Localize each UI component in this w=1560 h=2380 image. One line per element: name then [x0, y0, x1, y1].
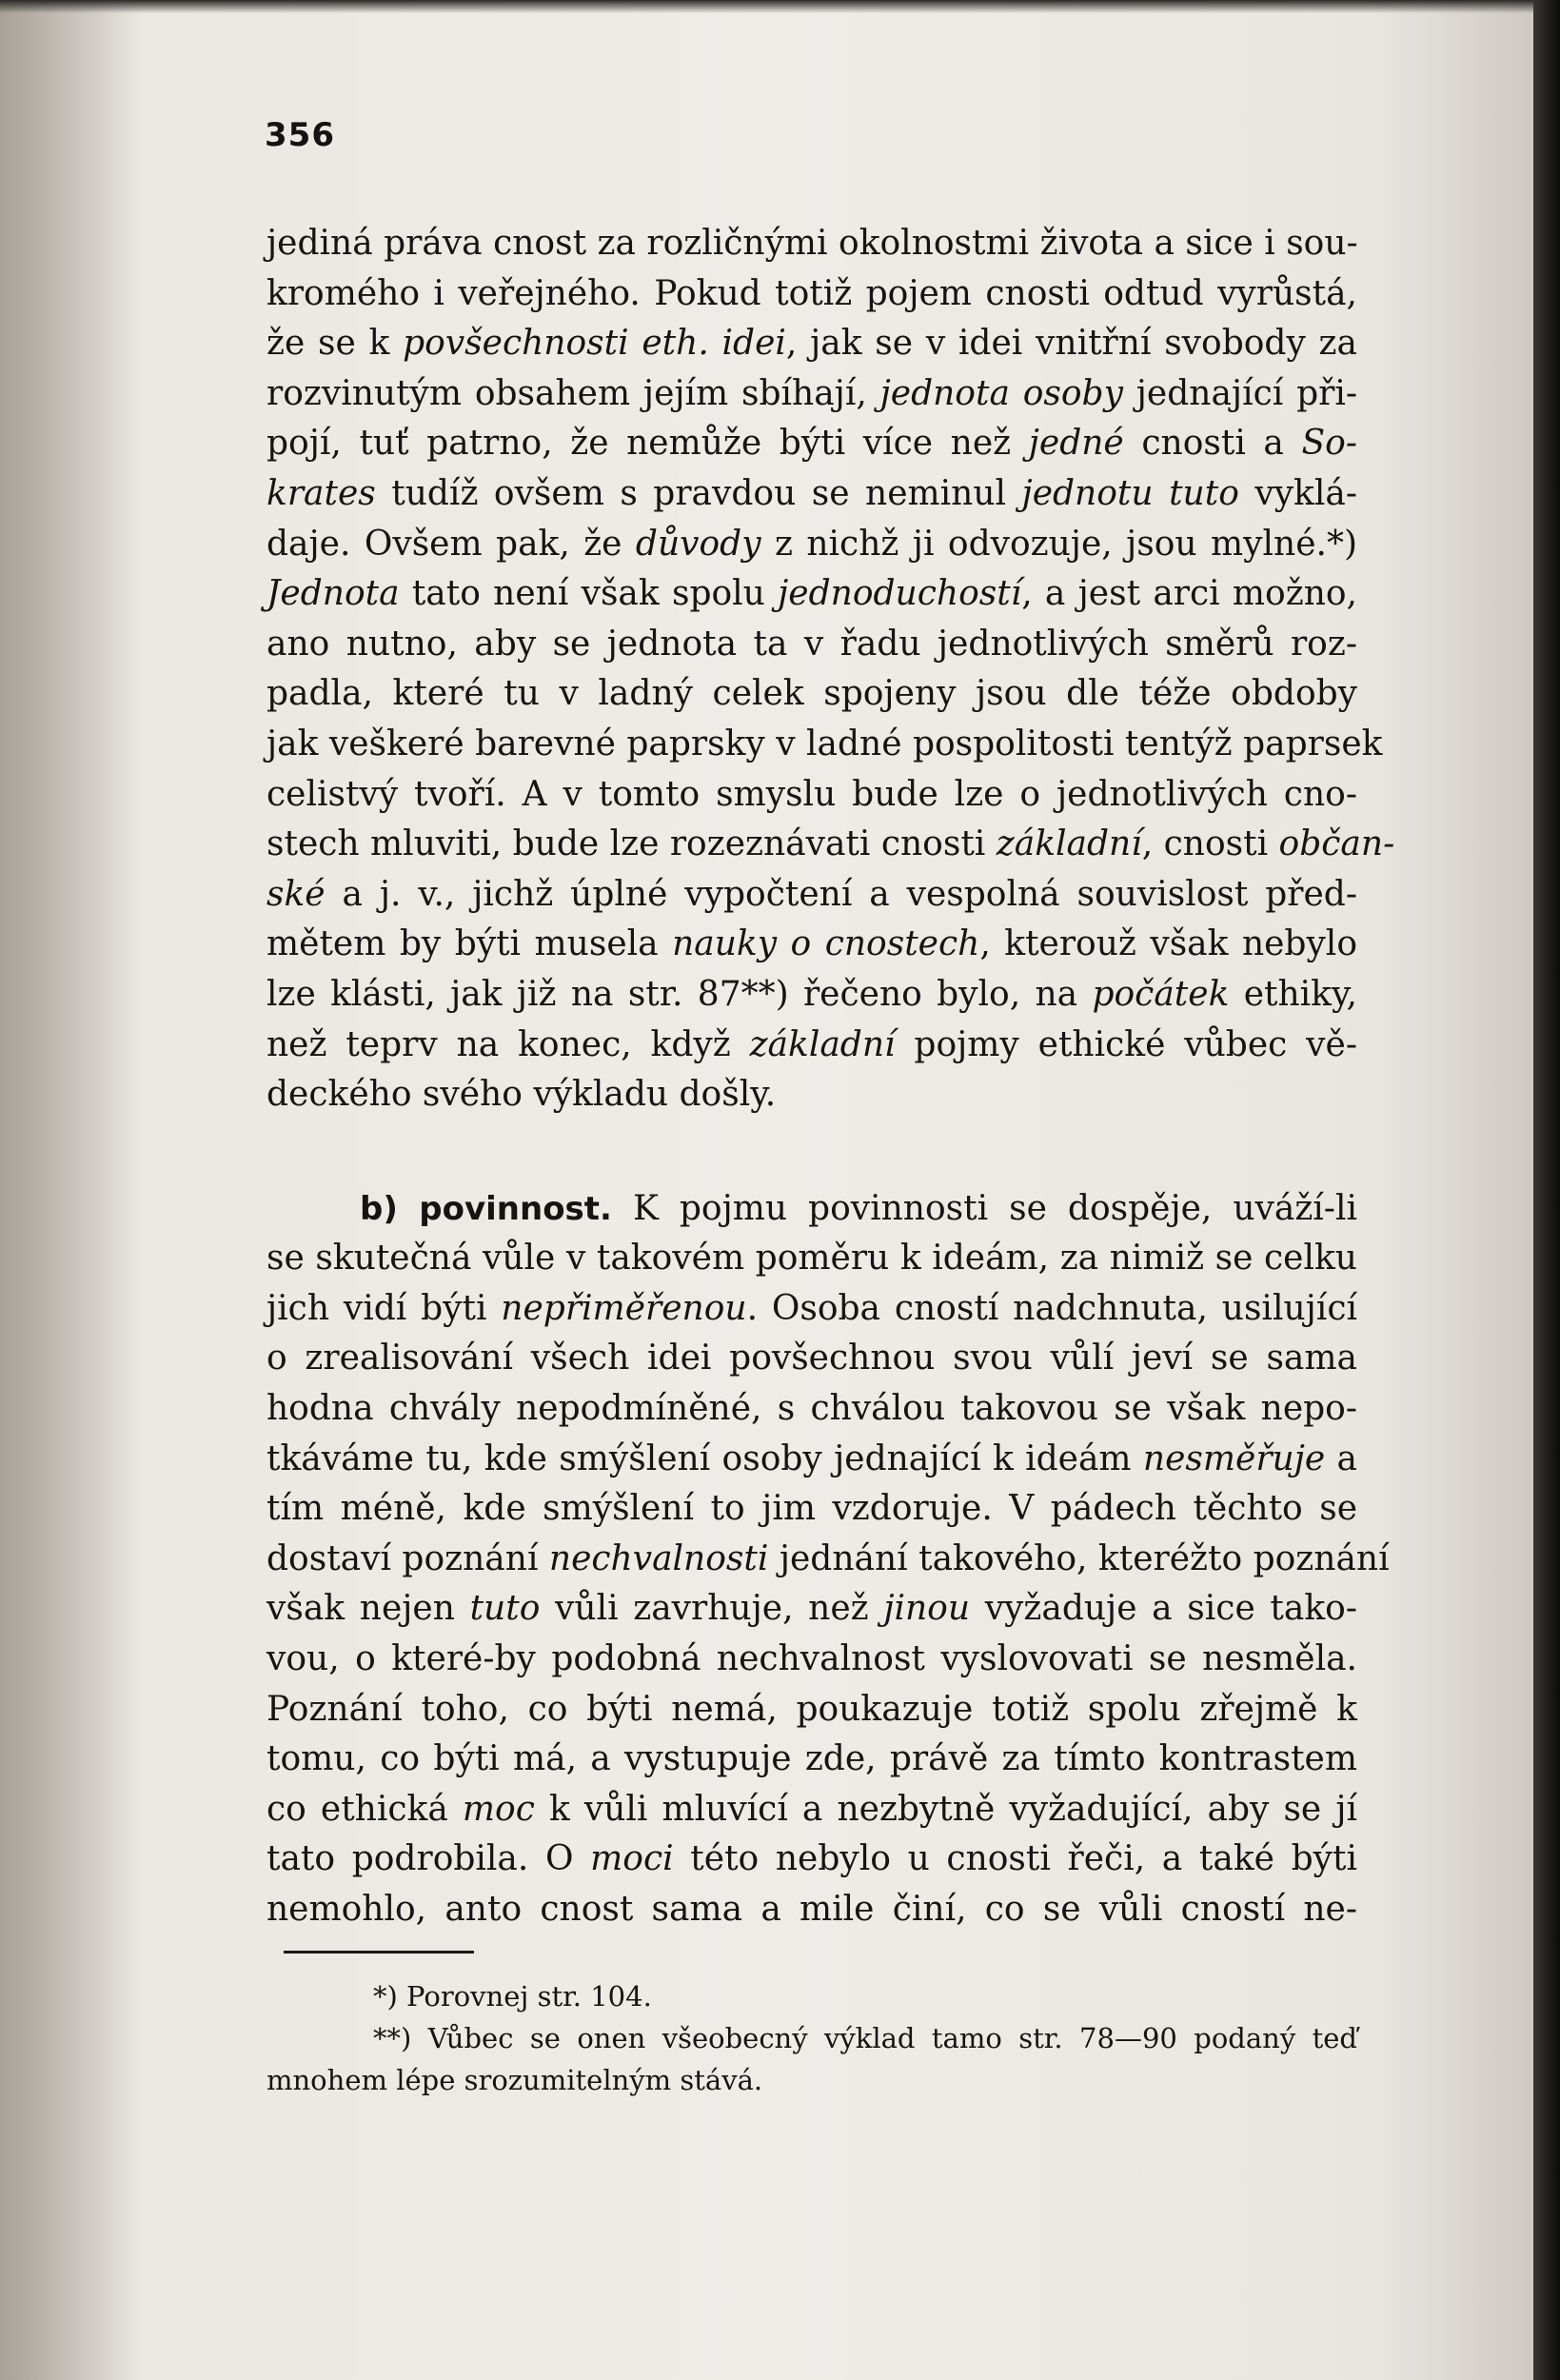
- scan-edge-right: [1533, 0, 1560, 2380]
- footnote-2: **) Vůbec se onen všeobecný výklad tamo str. 78—90 podaný teď: [373, 2022, 1357, 2054]
- text-line: ské a j. v., jichž úplné vypočtení a vespolná souvislost před-: [267, 874, 1357, 914]
- text-line: tomu, co býti má, a vystupuje zde, právě za tímto kontrastem: [267, 1739, 1357, 1779]
- text-line: Jednota tato není však spolu jednoduchostí, a jest arci možno,: [267, 574, 1358, 614]
- text-line: o zrealisování všech idei povšechnou svou vůlí jeví se sama: [267, 1339, 1357, 1378]
- heading-line-text: K pojmu povinnosti se dospěje, uváží-li: [632, 1188, 1358, 1228]
- text-line: pojí, tuť patrno, že nemůže býti více než jedné cnosti a So-: [267, 424, 1357, 464]
- text-line: Poznání toho, co býti nemá, poukazuje totiž spolu zřejmě k: [267, 1689, 1357, 1729]
- text-line: vou, o které-by podobná nechvalnost vyslovovati se nesměla.: [267, 1639, 1357, 1679]
- text-line: rozvinutým obsahem jejím sbíhají, jednota osoby jednající při-: [267, 373, 1357, 413]
- text-line: se skutečná vůle v takovém poměru k ideám, za nimiž se celku: [267, 1239, 1357, 1279]
- paragraph-gap: [267, 1121, 1357, 1184]
- text-line: tím méně, kde smýšlení to jim vzdoruje. V pádech těchto se: [267, 1489, 1357, 1529]
- text-line: jak veškeré barevné paprsky v ladné pospolitosti tentýž paprsek: [267, 724, 1383, 764]
- text-line: tato podrobila. O moci této nebylo u cnosti řeči, a také býti: [267, 1839, 1357, 1879]
- paragraph-cnost: [267, 219, 1395, 1121]
- text-line: však nejen tuto vůli zavrhuje, než jinou vyžaduje a sice tako-: [267, 1589, 1358, 1629]
- text-line: tkáváme tu, kde smýšlení osoby jednající k ideám nesměřuje a: [267, 1438, 1358, 1478]
- binding-shadow: [0, 0, 143, 2380]
- text-line: že se k povšechnosti eth. idei, jak se v idei vnitřní svobody za: [267, 324, 1357, 364]
- footnote-2-continued: mnohem lépe srozumitelným stává.: [267, 2064, 763, 2096]
- paragraph-povinnost: [267, 1184, 1390, 1935]
- text-line: dostaví poznání nechvalnosti jednání takového, kteréžto poznání: [267, 1538, 1390, 1578]
- text-line: kromého i veřejného. Pokud totiž pojem cnosti odtud vyrůstá,: [267, 273, 1357, 313]
- text-line: mětem by býti musela nauky o cnostech, kterouž však nebylo: [267, 924, 1357, 964]
- text-line: daje. Ovšem pak, že důvody z nichž ji odvozuje, jsou mylné.*): [267, 524, 1357, 564]
- section-heading-line: [267, 1184, 1357, 1235]
- footnote-rule: [284, 1951, 474, 1954]
- text-line: nemohlo, anto cnost sama a mile činí, co se vůli cností ne-: [267, 1890, 1357, 1929]
- footnotes: [267, 1975, 1357, 2101]
- text-line: deckého svého výkladu došly.: [267, 1075, 777, 1115]
- text-line: padla, které tu v ladný celek spojeny jsou dle téže obdoby: [267, 674, 1357, 714]
- section-heading-label: b) povinnost.: [360, 1189, 612, 1228]
- text-line: stech mluviti, bude lze rozeznávati cnosti základní, cnosti občan-: [267, 824, 1395, 864]
- text-line: celistvý tvoří. A v tomto smyslu bude lze o jednotlivých cno-: [267, 774, 1357, 814]
- page-number: 356: [265, 116, 335, 154]
- text-line: jediná práva cnost za rozličnými okolnostmi života a sice i sou-: [267, 224, 1358, 263]
- text-line: co ethická moc k vůli mluvící a nezbytně vyžadující, aby se jí: [267, 1789, 1357, 1829]
- body-text: [267, 219, 1395, 1935]
- text-line: jich vidí býti nepřiměřenou. Osoba cností nadchnuta, usilující: [267, 1288, 1357, 1328]
- text-line: ano nutno, aby se jednota ta v řadu jednotlivých směrů roz-: [267, 624, 1357, 664]
- footnote-1: *) Porovnej str. 104.: [373, 1980, 652, 2013]
- text-line: hodna chvály nepodmíněné, s chválou takovou se však nepo-: [267, 1389, 1357, 1429]
- text-line: než teprv na konec, když základní pojmy ethické vůbec vě-: [267, 1024, 1357, 1064]
- text-line: lze klásti, jak již na str. 87**) řečeno bylo, na počátek ethiky,: [267, 974, 1357, 1014]
- text-line: krates tudíž ovšem s pravdou se neminul jednotu tuto vyklá-: [267, 473, 1357, 513]
- scan-edge-top: [0, 0, 1560, 13]
